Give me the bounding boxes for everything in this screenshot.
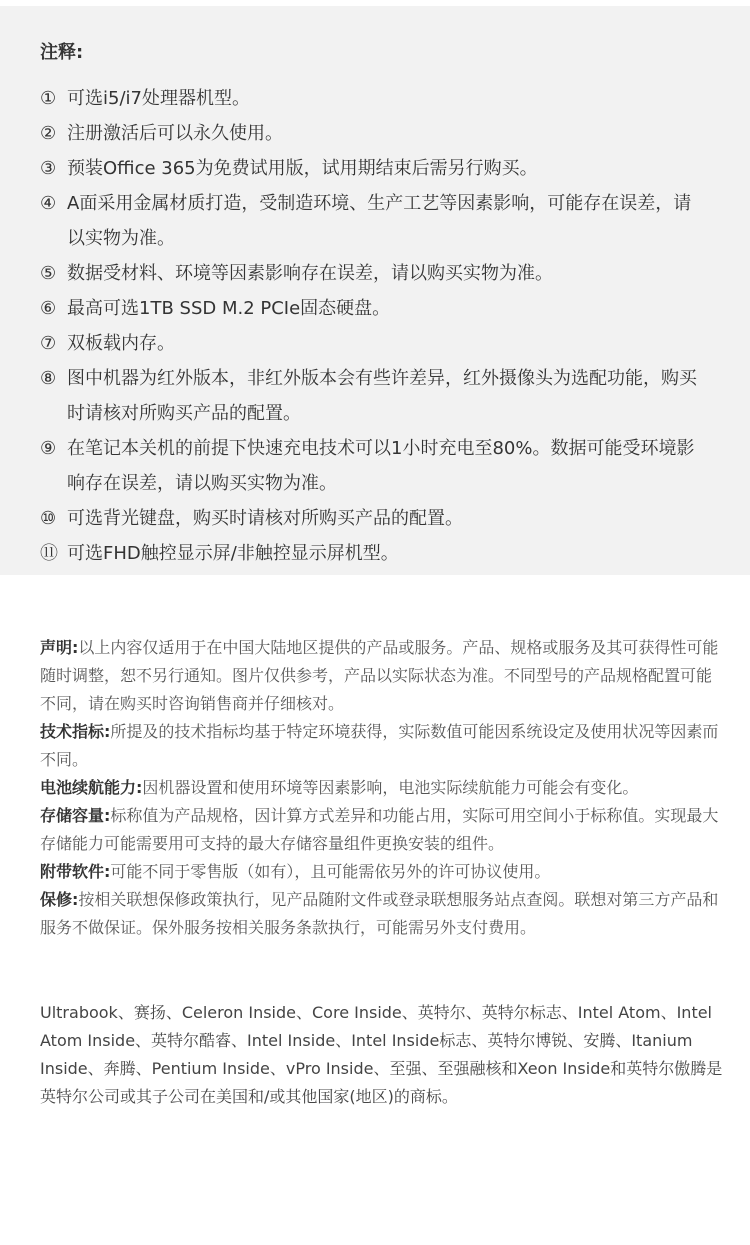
note-number: ② (40, 123, 57, 144)
note-number: ⑤ (40, 263, 57, 284)
note-text: A面采用金属材质打造，受制造环境、生产工艺等因素影响，可能存在误差，请以实物为准。 (67, 193, 692, 249)
note-item (40, 256, 710, 291)
declaration-text: 标称值为产品规格，因计算方式差异和功能占用，实际可用空间小于标称值。实现最大存储能力可能需要用可支持的最大存储容量组件更换安装的组件。 (40, 806, 719, 853)
note-number: ⑪ (40, 543, 58, 564)
trademark-text: Ultrabook、赛扬、Celeron Inside、Core Inside、英特尔、英特尔标志、Intel Atom、Intel Atom Inside、英特尔酷睿、Intel Inside、Intel Inside标志、英特尔博锐、安腾、Itanium Inside、奔腾、Pentium Inside、vPro Inside、至强、至强融核和Xeon Inside和英特尔傲腾是英特尔公司或其子公司在美国和/或其他国家(地区)的商标。 (40, 1003, 723, 1106)
declaration-text: 可能不同于零售版（如有），且可能需依另外的许可协议使用。 (110, 862, 551, 881)
note-text: 数据受材料、环境等因素影响存在误差，请以购买实物为准。 (67, 263, 553, 284)
note-number: ③ (40, 158, 57, 179)
note-text: 可选FHD触控显示屏/非触控显示屏机型。 (67, 543, 399, 564)
note-text: 最高可选1TB SSD M.2 PCIe固态硬盘。 (67, 298, 391, 319)
declaration-software (40, 858, 726, 886)
note-item (40, 116, 710, 151)
note-number: ① (40, 88, 57, 109)
note-number: ⑨ (40, 438, 57, 459)
declaration-text: 因机器设置和使用环境等因素影响，电池实际续航能力可能会有变化。 (142, 778, 639, 797)
declaration-battery (40, 774, 726, 802)
note-item (40, 326, 710, 361)
declaration-storage (40, 802, 726, 858)
declaration-tech-specs (40, 718, 726, 774)
note-text: 可选背光键盘，购买时请核对所购买产品的配置。 (67, 508, 463, 529)
declarations-section (40, 634, 726, 942)
note-item (40, 151, 710, 186)
declaration-text: 以上内容仅适用于在中国大陆地区提供的产品或服务。产品、规格或服务及其可获得性可能随时调整，恕不另行通知。图片仅供参考，产品以实际状态为准。不同型号的产品规格配置可能不同，请在购买时咨询销售商并仔细核对。 (40, 638, 719, 713)
note-text: 预装Office 365为免费试用版，试用期结束后需另行购买。 (67, 158, 538, 179)
declaration-warranty (40, 886, 726, 942)
note-number: ④ (40, 193, 57, 214)
declaration-statement (40, 634, 726, 718)
declaration-label: 电池续航能力: (40, 778, 143, 797)
declaration-label: 声明: (40, 638, 79, 657)
note-item (40, 81, 710, 116)
note-text: 双板载内存。 (67, 333, 175, 354)
note-text: 图中机器为红外版本，非红外版本会有些许差异，红外摄像头为选配功能，购买时请核对所购买产品的配置。 (67, 368, 697, 424)
trademark-notice (40, 999, 730, 1111)
note-text: 可选i5/i7处理器机型。 (67, 88, 250, 109)
note-number: ⑩ (40, 508, 57, 529)
note-item (40, 361, 710, 431)
declaration-label: 附带软件: (40, 862, 111, 881)
note-text: 在笔记本关机的前提下快速充电技术可以1小时充电至80%。数据可能受环境影响存在误差，请以购买实物为准。 (67, 438, 695, 494)
declaration-label: 保修: (40, 890, 79, 909)
note-number: ⑦ (40, 333, 57, 354)
note-item (40, 536, 710, 571)
declaration-text: 按相关联想保修政策执行，见产品随附文件或登录联想服务站点查阅。联想对第三方产品和服务不做保证。保外服务按相关服务条款执行，可能需另外支付费用。 (40, 890, 719, 937)
declaration-label: 技术指标: (40, 722, 111, 741)
declaration-label: 存储容量: (40, 806, 111, 825)
declaration-text: 所提及的技术指标均基于特定环境获得，实际数值可能因系统设定及使用状况等因素而不同。 (40, 722, 719, 769)
note-item (40, 291, 710, 326)
note-item (40, 501, 710, 536)
note-number: ⑧ (40, 368, 57, 389)
note-text: 注册激活后可以永久使用。 (67, 123, 283, 144)
notes-panel (0, 6, 750, 575)
notes-title: 注释: (40, 42, 84, 63)
note-item (40, 431, 710, 501)
note-number: ⑥ (40, 298, 57, 319)
note-item (40, 186, 710, 256)
